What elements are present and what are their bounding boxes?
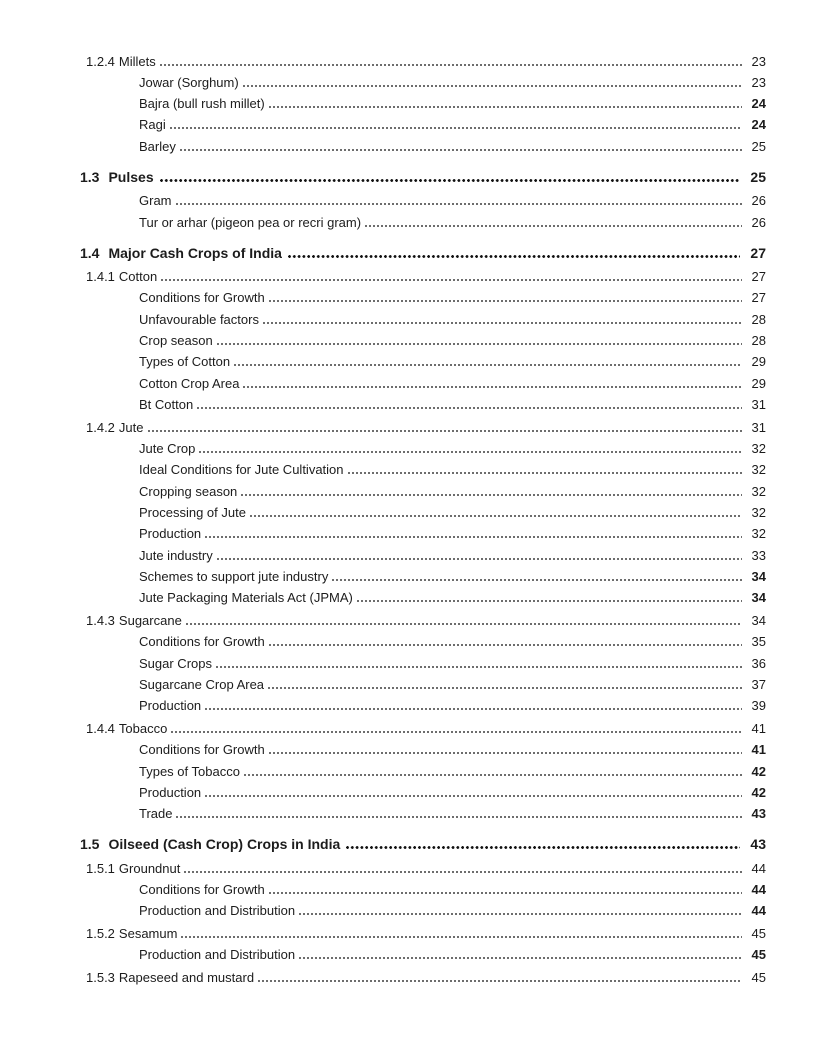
toc-entry-title: Sugarcane [118,612,182,628]
toc-entry[interactable] [80,502,766,523]
toc-entry[interactable] [80,459,766,480]
dot-leader [269,644,742,646]
dot-leader [346,846,740,849]
dot-leader [170,127,742,129]
toc-entry[interactable] [80,212,766,233]
toc-entry[interactable] [80,587,766,608]
toc-entry[interactable] [80,967,766,988]
toc-entry-page: 31 [751,396,766,412]
toc-entry-title: Jute Packaging Materials Act (JPMA) [139,590,353,606]
toc-entry[interactable] [80,351,766,372]
toc-entry-title: Cotton Crop Area [139,375,240,391]
dot-leader [244,774,742,776]
dot-leader [241,494,742,496]
toc-entry[interactable] [80,417,766,438]
toc-entry-title: Bt Cotton [139,396,194,412]
dot-leader [197,407,742,409]
dot-leader [269,752,742,754]
toc-entry-title: Production and Distribution [139,903,296,919]
dot-leader [299,913,742,915]
toc-entry-page: 29 [751,354,766,370]
toc-entry[interactable] [80,782,766,803]
toc-entry[interactable] [80,923,766,944]
toc-entry-page: 32 [751,462,766,478]
toc-entry-title: Crop season [139,333,213,349]
dot-leader [176,816,742,818]
dot-leader [161,279,742,281]
toc-entry-title: Groundnut [118,860,181,876]
toc-entry[interactable] [80,858,766,879]
toc-entry[interactable] [80,900,766,921]
toc-entry-title: Production [139,526,202,542]
toc-entry[interactable] [80,243,766,264]
dot-leader [243,386,742,388]
toc-entry-page: 34 [751,612,766,628]
dot-leader [205,795,742,797]
toc-entry-title: Sugarcane Crop Area [139,676,265,692]
toc-entry-title: Production [139,784,202,800]
toc-entry-number: 1.2.4 [86,53,115,69]
toc-entry-page: 37 [751,676,766,692]
dot-leader [176,203,743,205]
toc-entry-number: 1.5.2 [86,926,115,942]
toc-entry-number: 1.3 [80,168,100,185]
toc-entry-page: 28 [751,333,766,349]
toc-entry-title: Conditions for Growth [139,634,265,650]
table-of-contents [80,49,766,988]
toc-entry-number: 1.5.1 [86,860,115,876]
toc-entry[interactable] [80,631,766,652]
toc-entry[interactable] [80,330,766,351]
toc-entry-page: 34 [751,568,766,584]
dot-leader [299,957,742,959]
toc-entry-page: 29 [751,375,766,391]
toc-entry[interactable] [80,114,766,135]
toc-entry[interactable] [80,718,766,739]
toc-entry[interactable] [80,51,766,72]
toc-entry-page: 25 [750,168,766,185]
dot-leader [217,558,742,560]
toc-entry-page: 44 [751,903,766,919]
toc-entry-page: 27 [751,290,766,306]
toc-entry[interactable] [80,72,766,93]
toc-entry[interactable] [80,610,766,631]
dot-leader [148,430,743,432]
toc-entry-title: Processing of Jute [139,504,246,520]
dot-leader [288,255,740,258]
toc-entry-page: 45 [751,970,766,986]
dot-leader [258,980,742,982]
dot-leader [160,64,742,66]
toc-entry-title: Conditions for Growth [139,881,265,897]
toc-entry[interactable] [80,695,766,716]
toc-entry-page: 41 [751,720,766,736]
toc-entry-title: Gram [139,193,172,209]
toc-entry[interactable] [80,674,766,695]
toc-entry-title: Oilseed (Cash Crop) Crops in India [108,836,341,853]
toc-entry-page: 43 [751,806,766,822]
toc-entry-title: Jute Crop [139,441,196,457]
dot-leader [180,149,742,151]
toc-entry-page: 28 [751,311,766,327]
dot-leader [357,600,742,602]
toc-entry-page: 32 [751,526,766,542]
dot-leader [205,708,742,710]
toc-entry[interactable] [80,373,766,394]
toc-entry-number: 1.4.4 [86,720,115,736]
toc-entry[interactable] [80,566,766,587]
toc-entry-title: Millets [118,53,156,69]
toc-entry[interactable] [80,438,766,459]
toc-entry-number: 1.4 [80,244,100,261]
toc-entry-title: Rapeseed and mustard [118,970,255,986]
toc-entry-title: Ideal Conditions for Jute Cultivation [139,462,344,478]
toc-entry-number: 1.5.3 [86,970,115,986]
toc-entry-title: Barley [139,138,176,154]
toc-entry-page: 33 [751,547,766,563]
dot-leader [269,892,742,894]
toc-entry-page: 42 [751,784,766,800]
toc-entry[interactable] [80,266,766,287]
toc-entry-title: Jute [118,419,144,435]
toc-entry-page: 24 [751,96,766,112]
toc-entry-title: Cotton [118,269,158,285]
toc-entry-number: 1.4.1 [86,269,115,285]
dot-leader [205,536,742,538]
toc-entry-page: 34 [751,590,766,606]
toc-entry[interactable] [80,523,766,544]
dot-leader [365,225,742,227]
toc-entry-page: 39 [751,698,766,714]
dot-leader [171,731,742,733]
toc-entry-page: 32 [751,483,766,499]
toc-entry-page: 45 [751,947,766,963]
toc-entry[interactable] [80,287,766,308]
toc-entry-page: 23 [751,74,766,90]
toc-entry[interactable] [80,653,766,674]
toc-entry-title: Conditions for Growth [139,290,265,306]
toc-entry-page: 25 [751,138,766,154]
dot-leader [199,451,742,453]
toc-entry-title: Tobacco [118,720,168,736]
dot-leader [216,666,742,668]
toc-entry-title: Jute industry [139,547,213,563]
dot-leader [263,322,742,324]
toc-entry-page: 41 [751,742,766,758]
toc-entry-title: Production and Distribution [139,947,296,963]
toc-entry[interactable] [80,481,766,502]
toc-entry[interactable] [80,834,766,855]
dot-leader [217,343,742,345]
toc-entry-page: 27 [751,269,766,285]
toc-entry[interactable] [80,803,766,824]
toc-entry-title: Types of Tobacco [139,763,240,779]
toc-entry-title: Jowar (Sorghum) [139,74,239,90]
toc-entry[interactable] [80,309,766,330]
toc-entry[interactable] [80,167,766,188]
toc-entry-title: Sesamum [118,926,178,942]
toc-entry[interactable] [80,190,766,211]
toc-entry-page: 23 [751,53,766,69]
toc-entry-title: Trade [139,806,173,822]
toc-entry-title: Production [139,698,202,714]
dot-leader [268,687,742,689]
dot-leader [160,179,740,182]
toc-entry-title: Unfavourable factors [139,311,259,327]
dot-leader [243,85,742,87]
dot-leader [184,871,742,873]
dot-leader [269,300,742,302]
dot-leader [234,364,742,366]
toc-entry-page: 44 [751,860,766,876]
toc-entry-title: Types of Cotton [139,354,231,370]
toc-entry-page: 27 [750,244,766,261]
toc-entry[interactable] [80,93,766,114]
dot-leader [181,936,742,938]
toc-entry-number: 1.4.2 [86,419,115,435]
toc-entry-title: Ragi [139,117,166,133]
dot-leader [332,579,742,581]
dot-leader [269,106,742,108]
toc-entry-page: 43 [750,836,766,853]
toc-entry-title: Schemes to support jute industry [139,568,329,584]
toc-entry-page: 24 [751,117,766,133]
toc-entry-title: Major Cash Crops of India [108,244,282,261]
toc-entry-page: 45 [751,926,766,942]
toc-entry-title: Bajra (bull rush millet) [139,96,265,112]
toc-entry[interactable] [80,879,766,900]
toc-entry-page: 36 [751,655,766,671]
toc-entry-title: Pulses [108,168,154,185]
dot-leader [348,472,742,474]
toc-entry[interactable] [80,136,766,157]
toc-entry-page: 26 [751,193,766,209]
toc-entry-number: 1.5 [80,836,100,853]
toc-entry[interactable] [80,761,766,782]
toc-entry-page: 44 [751,881,766,897]
toc-entry-page: 32 [751,504,766,520]
toc-entry[interactable] [80,394,766,415]
dot-leader [250,515,742,517]
toc-entry-title: Sugar Crops [139,655,212,671]
toc-entry[interactable] [80,944,766,965]
toc-entry-title: Cropping season [139,483,238,499]
toc-entry-title: Tur or arhar (pigeon pea or recri gram) [139,214,362,230]
toc-entry-page: 32 [751,441,766,457]
toc-entry-page: 31 [751,419,766,435]
toc-entry[interactable] [80,739,766,760]
toc-entry-title: Conditions for Growth [139,742,265,758]
toc-entry[interactable] [80,545,766,566]
toc-entry-number: 1.4.3 [86,612,115,628]
toc-entry-page: 42 [751,763,766,779]
toc-entry-page: 26 [751,214,766,230]
toc-entry-page: 35 [751,634,766,650]
dot-leader [186,623,742,625]
